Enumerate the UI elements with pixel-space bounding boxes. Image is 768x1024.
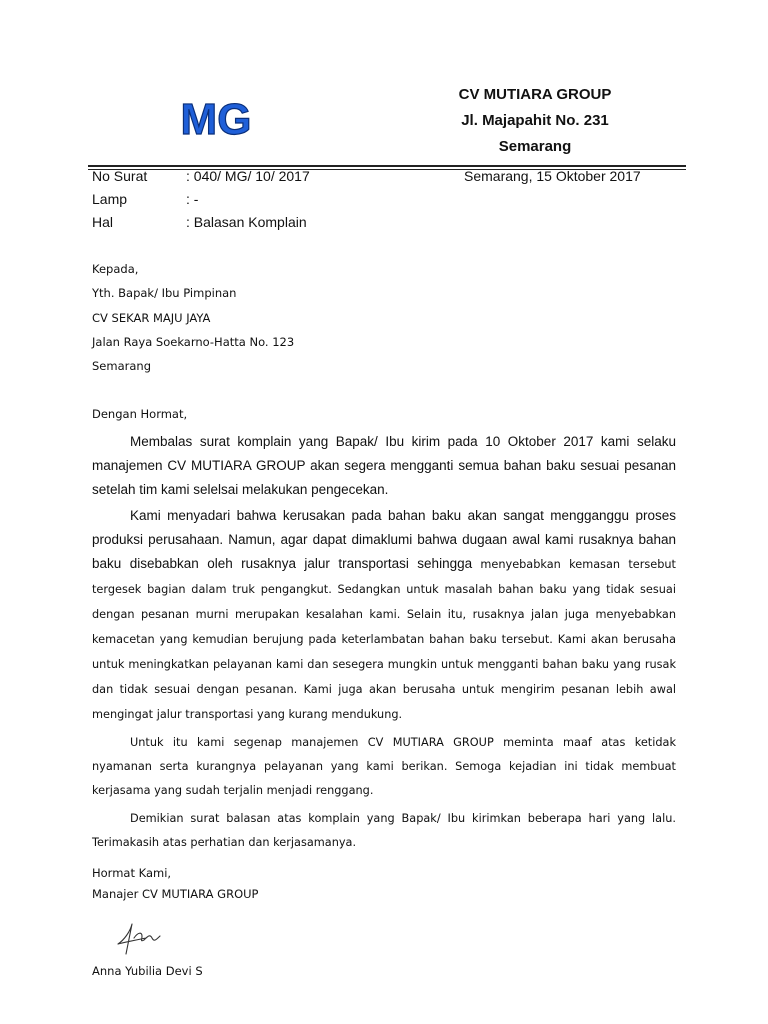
company-address: Jl. Majapahit No. 231 [461,112,609,129]
body-paragraph-2-part-a: Kami menyadari bahwa kerusakan pada bahan baku akan sangat mengganggu proses produksi perusahaan. Namun, agar dapat dimaklumi bahwa dugaan awal kami rusaknya bahan baku disebabkan oleh rusaknya jalur transportasi sehingga [92,508,676,571]
recipient-company: CV SEKAR MAJU JAYA [92,311,211,325]
signature-graphic [112,918,168,958]
recipient-greeting: Kepada, [92,262,139,276]
recipient-street: Jalan Raya Soekarno-Hatta No. 123 [92,335,295,349]
logo-text: MG [180,95,252,142]
handwritten-signature [112,918,168,958]
mg-logo-graphic [176,94,256,142]
body-paragraph-2-part-b: menyebabkan kemasan tersebut tergesek bagian dalam truk pengangkut. Sedangkan untuk masalah bahan baku yang tidak sesuai dengan pesanan murni merupakan kesalahan kami. Selain itu, rusaknya jalan juga menyebabkan kemacetan yang kemudian berujung pada keterlambatan bahan baku tersebut. Kami akan berusaha untuk meningkatkan pelayanan kami dan sesegera mungkin untuk mengganti bahan baku yang rusak dan tidak sesuai dengan pesanan. Kami juga akan berusaha untuk mengirim pesanan lebih awal mengingat jalur transportasi yang kurang mendukung. [92,558,676,721]
no-surat-label: No Surat [92,168,148,184]
company-city: Semarang [498,138,572,155]
body-paragraph-1: Membalas surat komplain yang Bapak/ Ibu kirim pada 10 Oktober 2017 kami selaku manajemen CV MUTIARA GROUP akan segera mengganti semua bahan baku sesuai pesanan setelah tim kami selelsai melakukan pengecekan. [92,434,676,497]
recipient-city: Semarang [92,359,151,373]
signer-title: Manajer CV MUTIARA GROUP [92,887,259,901]
recipient-addressee: Yth. Bapak/ Ibu Pimpinan [92,286,237,300]
company-logo [176,94,256,142]
hal-label: Hal [92,214,114,230]
body-paragraph-2 [92,504,676,727]
letter-date: Semarang, 15 Oktober 2017 [464,168,641,184]
lamp-label: Lamp [92,191,128,207]
hal-value: : Balasan Komplain [186,214,307,230]
body-paragraph-3: Untuk itu kami segenap manajemen CV MUTIARA GROUP meminta maaf atas ketidak nyamanan serta kurangnya pelayanan yang kami berikan. Semoga kejadian ini tidak membuat kerjasama yang sudah terjalin menjadi renggang. [92,736,676,797]
no-surat-value: : 040/ MG/ 10/ 2017 [186,168,310,184]
closing-regards: Hormat Kami, [92,866,172,880]
company-name: CV MUTIARA GROUP [458,86,612,103]
signer-name: Anna Yubilia Devi S [92,964,203,978]
letter-body [92,430,676,855]
salutation: Dengan Hormat, [92,407,188,421]
body-paragraph-4: Demikian surat balasan atas komplain yang Bapak/ Ibu kirimkan beberapa hari yang lalu. Terimakasih atas perhatian dan kerjasamanya. [92,812,676,849]
lamp-value: : - [186,191,199,207]
